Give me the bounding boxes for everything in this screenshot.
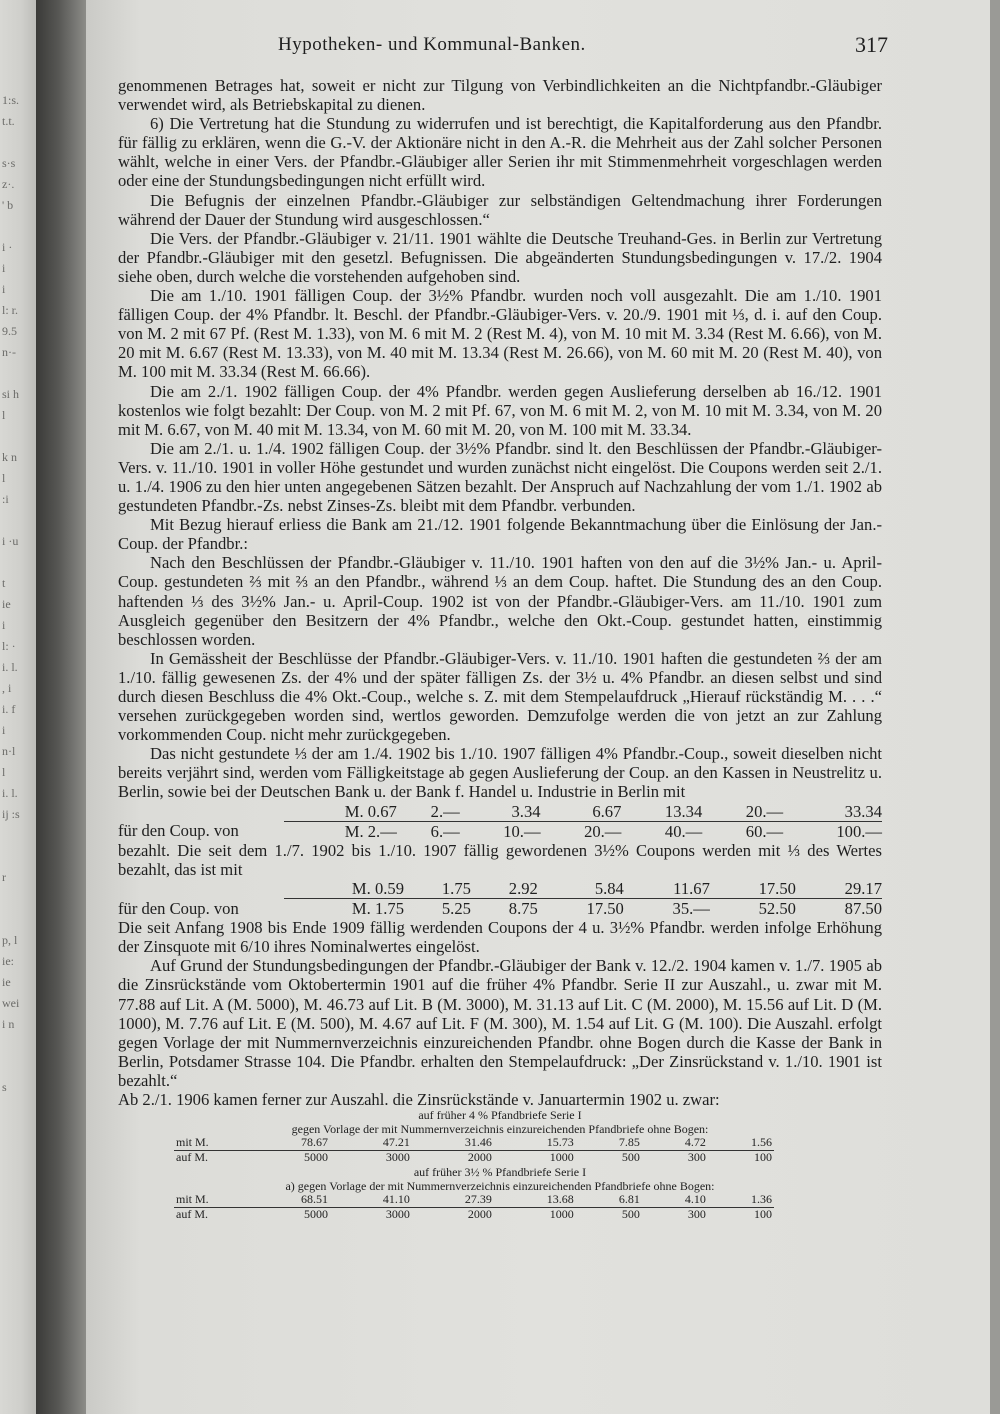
margin-fragment: i ·u <box>2 534 19 548</box>
margin-fragment: ij :s <box>2 807 20 821</box>
table-cell: 6.— <box>430 821 460 841</box>
table-cell: 100 <box>754 1149 772 1164</box>
margin-fragment: n·l <box>2 744 16 758</box>
margin-fragment: z·. <box>2 177 15 191</box>
table-row <box>174 1150 774 1164</box>
table-cell: 2.— <box>397 802 460 822</box>
serie1-3-5pct-table <box>174 1193 774 1221</box>
table-cell: 5000 <box>303 1206 328 1221</box>
table-cell: 87.50 <box>844 899 882 919</box>
table-cell: 4.10 <box>642 1193 708 1207</box>
margin-fragment: l <box>2 471 6 485</box>
serie1-4pct-table <box>174 1136 774 1164</box>
coupon-table-3-5pct <box>118 879 882 918</box>
margin-fragment: n·- <box>2 345 16 359</box>
margin-fragment: k n <box>2 450 17 464</box>
margin-fragment <box>2 132 34 153</box>
table-cell: 3000 <box>385 1206 410 1221</box>
table-cell: 27.39 <box>412 1193 494 1207</box>
table-cell: 3.34 <box>460 802 541 822</box>
table-cell: M. 2.— <box>344 821 397 841</box>
margin-fragment <box>2 888 34 909</box>
table-row-label: auf M. <box>176 1149 208 1164</box>
margin-fragment: l <box>2 408 6 422</box>
margin-fragment <box>2 552 34 573</box>
margin-fragment: s·s <box>2 156 16 170</box>
margin-fragment: si h <box>2 387 20 401</box>
table-cell: M. 0.59 <box>284 879 404 899</box>
paragraph-p9: Nach den Beschlüssen der Pfandbr.-Gläubiger v. 11./10. 1901 haften von den auf die 3½% Jan.- u. April-Coup. gestundeten ⅔ mit ⅔ an den Pfandbr., während ⅓ an dem Coup. haftet. Die Stundung des an den Coup. haftenden ⅓ des 3½% Jan.- u. April-Coup. 1902 ist von der Pfandbr.-Gläubiger-Vers. am 11./10. 1901 zum Ausgleich gegenüber den Besitzern der 4% Pfandbr., welche den Okt.-Coup. gestundet hatten, einstimmig beschlossen worden. <box>118 553 882 649</box>
table-cell: 1000 <box>549 1206 574 1221</box>
table-cell: 7.85 <box>576 1136 642 1150</box>
paragraph-group-1 <box>118 76 882 802</box>
paragraph-p13: Auf Grund der Stundungsbedingungen der Pfandbr.-Gläubiger der Bank v. 12./2. 1904 kamen v. 1./7. 1905 ab die Zinsrückstände vom Oktobertermin 1901 auf die früher 4% Pfandbr. Serie II zur Auszahl., u. zwar mit M. 77.88 auf Lit. A (M. 5000), M. 46.73 auf Lit. B (M. 3000), M. 31.13 auf Lit. C (M. 2000), M. 15.56 auf Lit. D (M. 1000), M. 7.76 auf Lit. E (M. 500), M. 4.67 auf Lit. F (M. 300), M. 1.54 auf Lit. G (M. 100). Die Auszahl. erfolgt gegen Vorlage der mit Nummernverzeichnis einzureichenden Pfandbr. ohne Bogen durch die Kasse der Bank in Berlin, Potsdamer Strasse 104. Die Pfandbr. erhalten den Stempelaufdruck: „Der Zinsrückstand v. 1./10. 1901 ist bezahlt.“ <box>118 956 882 1090</box>
paragraph-p7: Die am 2./1. u. 1./4. 1902 fälligen Coup. der 3½% Pfandbr. sind lt. den Beschlüssen der Pfandbr.-Gläubiger-Vers. v. 11./10. 1901 in voller Höhe gestundet und wurden zunächst nicht eingelöst. Die Coupons werden seit 2./1. u. 1./4. 1906 zu den hier unten angegebenen Sätzen bezahlt. Der Anspruch auf Nachzahlung der vom 1./1. 1902 ab gestundeten Pfandbr.-Zs. nebst Zinses-Zs. bleibt mit dem Pfandbr. verbunden. <box>118 438 882 516</box>
margin-fragment: t.t. <box>2 114 15 128</box>
table-row <box>118 879 882 899</box>
table-cell: 1.56 <box>708 1136 774 1150</box>
table-cell: 13.68 <box>494 1193 576 1207</box>
paragraph-p14: Ab 2./1. 1906 kamen ferner zur Auszahl. die Zinsrückstände v. Januartermin 1902 u. zwar: <box>118 1089 720 1109</box>
margin-fragment: l: · <box>2 639 16 653</box>
table-cell: 100 <box>754 1206 772 1221</box>
sub-table-subtitle: gegen Vorlage der mit Nummernverzeichnis einzureichenden Pfandbriefe ohne Bogen: <box>291 1121 709 1136</box>
margin-fragment <box>2 909 34 930</box>
sub-table-subtitle: a) gegen Vorlage der mit Nummernverzeichnis einzureichenden Pfandbriefe ohne Bogen: <box>285 1178 715 1193</box>
margin-fragment: t <box>2 576 6 590</box>
table-cell: 2000 <box>467 1206 492 1221</box>
margin-fragment <box>2 216 34 237</box>
table-row-label: mit M. <box>174 1136 248 1150</box>
margin-fragment: 9.5 <box>2 324 17 338</box>
table-cell: 60.— <box>745 821 784 841</box>
table-cell: 17.50 <box>586 899 624 919</box>
paragraph-p10: In Gemässheit der Beschlüsse der Pfandbr.-Gläubiger-Vers. v. 11./10. 1901 haften die gestundeten ⅔ der am 1./10. fällig gewesenen Zs. der 4% und der später fälligen Zs. der 3½ u. 4% Pfandbr. an diesen selbst und sind durch diesen Beschluss die 4% Okt.-Coup., welche s. Z. mit dem Stempelaufdruck „Hierauf rückständig M. . . .“ versehen zurückgegeben worden sind, wertlos geworden. Demzufolge werden die von jetzt an zur Zahlung vorkommenden Coup. nicht mehr zurückgegeben. <box>118 648 882 745</box>
table-cell: 4.72 <box>642 1136 708 1150</box>
table-cell: 5000 <box>303 1149 328 1164</box>
table-row-label: auf M. <box>176 1206 208 1221</box>
margin-fragment <box>2 510 34 531</box>
table-row <box>118 821 882 841</box>
table-row-label: für den Coup. von <box>118 898 239 918</box>
page-number: 317 <box>855 32 888 57</box>
margin-fragment: 1:s. <box>2 93 20 107</box>
table-cell: M. 0.67 <box>284 802 397 822</box>
margin-fragment: ie <box>2 975 11 989</box>
table-cell: 29.17 <box>796 879 882 899</box>
margin-fragment: s <box>2 1080 7 1094</box>
between-tables-text: bezahlt. Die seit dem 1./7. 1902 bis 1./10. 1907 fällig gewordenen 3½% Coupons werden mit ⅓ des Wertes bezahlt, das ist mit <box>118 840 882 879</box>
margin-fragment <box>2 426 34 447</box>
page-header <box>118 34 888 64</box>
table-cell: 300 <box>687 1149 706 1164</box>
margin-fragment: l: r. <box>2 303 19 317</box>
paragraph-p8: Mit Bezug hierauf erliess die Bank am 21./12. 1901 folgende Bekanntmachung über die Einlösung der Jan.-Coup. der Pfandbr.: <box>118 515 882 554</box>
running-head: Hypotheken- und Kommunal-Banken. <box>278 34 586 55</box>
margin-fragment: p, l <box>2 933 18 947</box>
margin-fragment: i. l. <box>2 660 18 674</box>
paragraph-p4: Die Vers. der Pfandbr.-Gläubiger v. 21/11. 1901 wählte die Deutsche Treuhand-Ges. in Berlin zur Vertretung der Pfandbr.-Gläubiger mit den gesetzl. Befugnissen. Die abgeänderten Stundungsbedingungen v. 17./2. 1904 siehe oben, durch welche die vorstehenden aufgehoben sind. <box>118 228 882 286</box>
table-row <box>118 899 882 919</box>
table-cell: 6.81 <box>576 1193 642 1207</box>
paragraph-p3: Die Befugnis der einzelnen Pfandbr.-Gläubiger zur selbständigen Geltendmachung ihrer Forderungen während der Dauer der Stundung wird ausgeschlossen.“ <box>118 190 882 229</box>
margin-fragment: i <box>2 282 6 296</box>
table-cell: 1.36 <box>708 1193 774 1207</box>
paragraph-p1: genommenen Betrages hat, soweit er nicht zur Tilgung von Verbindlichkeiten an die Nichtpfandbr.-Gläubiger verwendet wird, als Betriebskapital zu dienen. <box>118 76 882 115</box>
adjacent-page-edge <box>0 0 36 1414</box>
table-row <box>118 802 882 822</box>
table-cell: 68.51 <box>248 1193 330 1207</box>
margin-fragment: i. f <box>2 702 16 716</box>
paragraph-p12: Die seit Anfang 1908 bis Ende 1909 fällig werdenden Coupons der 4 u. 3½% Pfandbr. werden infolge Erhöhung der Zinsquote mit 6/10 ihres Nominalwertes eingelöst. <box>118 918 882 957</box>
table-cell: 100.— <box>836 821 882 841</box>
table-cell: 10.— <box>503 821 541 841</box>
margin-fragment <box>2 1035 34 1056</box>
paragraph-p2: 6) Die Vertretung hat die Stundung zu widerrufen und ist berechtigt, die Kapitalforderung aus den Pfandbr. für fällig zu erklären, wenn die G.-V. der Aktionäre nicht in den A.-R. die Mehrheit aus der Zahl solcher Personen wählt, welche in einer Vers. der Pfandbr.-Gläubiger aller Serien ihr mit Stimmenmehrheit vorgeschlagen werden oder eine der Stundungsbedingungen nicht erfüllt wird. <box>118 114 882 191</box>
paragraph-p6: Die am 2./1. 1902 fälligen Coup. der 4% Pfandbr. werden gegen Auslieferung derselben ab 16./12. 1901 kostenlos wie folgt bezahlt: Der Coup. von M. 2 mit Pf. 67, von M. 6 mit M. 2, von M. 10 mit M. 3.34, von M. 20 mit M. 6.67, von M. 40 mit M. 13.34, von M. 60 mit M. 20, von M. 100 mit M. 33.34. <box>118 381 882 439</box>
margin-fragment: i <box>2 261 6 275</box>
margin-fragment: i · <box>2 240 13 254</box>
table-cell: 1000 <box>549 1149 574 1164</box>
margin-fragment: ' b <box>2 198 14 212</box>
table-cell: 500 <box>621 1149 640 1164</box>
sub-table-title: auf früher 3½ % Pfandbriefe Serie I <box>413 1165 587 1180</box>
paragraph-p5: Die am 1./10. 1901 fälligen Coup. der 3½% Pfandbr. wurden noch voll ausgezahlt. Die am 1./10. 1901 fälligen Coup. der 4% Pfandbr. lt. Beschl. der Pfandbr.-Gläubiger-Vers. v. 20./9. 1901 mit ⅓, d. i. auf den Coup. von M. 2 mit 67 Pf. (Rest M. 1.33), von M. 6 mit M. 2 (Rest M. 4), von M. 10 mit M. 3.34 (Rest M. 6.66), von M. 20 mit M. 6.67 (Rest M. 13.33), von M. 40 mit M. 13.34 (Rest M. 26.66), von M. 60 mit M. 20 (Rest M. 40), von M. 100 mit M. 33.34 (Rest M. 66.66). <box>118 286 882 382</box>
table-cell: 2.92 <box>471 879 538 899</box>
table-cell: 2000 <box>467 1149 492 1164</box>
table-cell: 8.75 <box>508 899 538 919</box>
table-cell: 300 <box>687 1206 706 1221</box>
table-cell: 3000 <box>385 1149 410 1164</box>
margin-fragment: wei <box>2 996 20 1010</box>
margin-fragment: i <box>2 618 6 632</box>
margin-fragment: l <box>2 765 6 779</box>
table-cell: 1.75 <box>404 879 471 899</box>
table-row <box>174 1207 774 1221</box>
coupon-table-4pct <box>118 802 882 841</box>
serie1-4pct-block <box>118 1109 882 1221</box>
paragraph-p11: Das nicht gestundete ⅓ der am 1./4. 1902 bis 1./10. 1907 fälligen 4% Pfandbr.-Coup., soweit dieselben nicht bereits verjährt sind, werden vom Fälligkeitstage ab gegen Auslieferung der Coup. an den Kassen in Neustrelitz u. Berlin, sowie bei der Deutschen Bank u. der Bank f. Handel u. Industrie in Berlin mit <box>118 744 882 802</box>
margin-fragment: :i <box>2 492 9 506</box>
margin-fragment: i. l. <box>2 786 18 800</box>
table-row-label <box>118 802 284 822</box>
margin-fragment <box>2 1056 34 1077</box>
table-cell: 11.67 <box>624 879 710 899</box>
margin-fragment: ie: <box>2 954 14 968</box>
margin-fragment: i n <box>2 1017 15 1031</box>
table-cell: 6.67 <box>541 802 622 822</box>
table-cell: 33.34 <box>783 802 882 822</box>
sub-table-title: auf früher 4 % Pfandbriefe Serie I <box>418 1108 582 1123</box>
table-cell: 500 <box>621 1206 640 1221</box>
table-cell: 40.— <box>664 821 703 841</box>
table-cell: 20.— <box>584 821 622 841</box>
margin-fragment <box>2 825 34 846</box>
book-gutter-shadow <box>36 0 86 1414</box>
adjacent-page-fragments <box>2 90 34 1098</box>
table-cell: 31.46 <box>412 1136 494 1150</box>
page-body <box>118 76 882 1221</box>
table-cell: 13.34 <box>621 802 702 822</box>
margin-fragment: r <box>2 870 6 884</box>
table-row <box>174 1193 774 1207</box>
paragraph-group-2 <box>118 918 882 1109</box>
table-row <box>174 1136 774 1150</box>
table-cell: 17.50 <box>710 879 796 899</box>
margin-fragment: ie <box>2 597 11 611</box>
table-row-label: mit M. <box>174 1193 248 1207</box>
table-cell: 78.67 <box>248 1136 330 1150</box>
margin-fragment: , i <box>2 681 12 695</box>
margin-fragment <box>2 363 34 384</box>
table-cell: 5.25 <box>441 899 471 919</box>
table-cell: 20.— <box>702 802 783 822</box>
table-row-label: für den Coup. von <box>118 821 239 841</box>
margin-fragment: i <box>2 723 6 737</box>
table-row-label <box>118 879 284 899</box>
table-cell: 35.— <box>672 899 710 919</box>
table-cell: M. 1.75 <box>351 899 405 919</box>
table-cell: 47.21 <box>330 1136 412 1150</box>
table-cell: 15.73 <box>494 1136 576 1150</box>
margin-fragment <box>2 846 34 867</box>
table-cell: 52.50 <box>758 899 796 919</box>
table-cell: 41.10 <box>330 1193 412 1207</box>
table-cell: 5.84 <box>538 879 624 899</box>
